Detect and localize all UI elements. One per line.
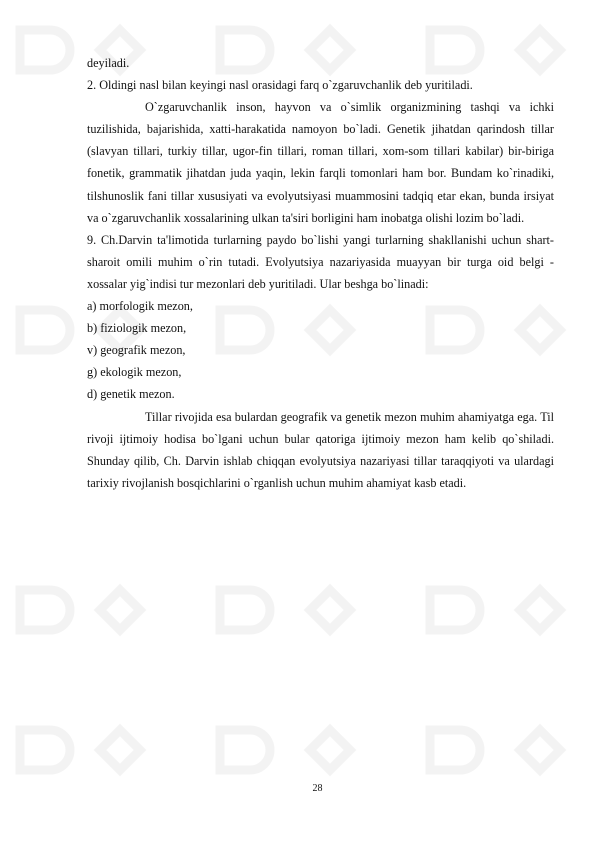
paragraph-conclusion: Tillar rivojida esa bulardan geografik va genetik mezon muhim ahamiyatga ega. Til rivoji ijtimoiy hodisa bo`lgani uchun bular qatoriga ijtimoiy mezon ham kelib qo`shiladi. Shunday qilib, Ch. Darvin ishlab chiqqan evolyutsiya nazariyasi tillar taraqqiyoti va ulardagi tarixiy rivojlanish bosqichlarini o`rganlish uchun muhim ahamiyat kasb etadi. <box>87 409 554 490</box>
list-item-v: v) geografik mezon, <box>87 343 186 358</box>
paragraph-item-2: 2. Oldingi nasl bilan keyingi nasl orasidagi farq o`zgaruvchanlik deb yuritiladi. <box>87 78 473 93</box>
list-item-b: b) fiziologik mezon, <box>87 321 187 336</box>
document-body <box>87 52 554 494</box>
page-number: 28 <box>312 783 323 794</box>
paragraph-item-9: 9. Ch.Darvin ta'limotida turlarning paydo bo`lishi yangi turlarning shakllanishi uchun shart-sharoit omili muhim o`rin tutadi. Evolyutsiya nazariyasida muayyan bir turga oid belgi - xossalar yig`indisi tur mezonlari deb yuritiladi. Ular beshga bo`linadi: <box>87 232 554 291</box>
paragraph-variability: O`zgaruvchanlik inson, hayvon va o`simlik organizmining tashqi va ichki tuzilishida, bajarishida, xatti-harakatida namoyon bo`ladi. Genetik jihatdan qarindosh tillar (slavyan tillari, turkiy tillar, ugor-fin tillari, roman tillari, xom-som tillari kabilar) bir-biriga fonetik, grammatik jihatdan juda yaqin, lekin farqli tomonlari ham bor. Bundam ko`rinadiki, tilshunoslik fani tillar xususiyati va evolyutsiyasi muammosini tadqiq etar ekan, bunda irsiyat va o`zgaruvchanlik xossalarining ulkan ta'siri borligini ham inobatga olishi lozim bo`ladi. <box>87 100 554 225</box>
list-item-d: d) genetik mezon. <box>87 387 175 402</box>
list-item-g: g) ekologik mezon, <box>87 365 182 380</box>
list-item-a: a) morfologik mezon, <box>87 299 193 314</box>
paragraph-continuation: deyiladi. <box>87 56 130 70</box>
